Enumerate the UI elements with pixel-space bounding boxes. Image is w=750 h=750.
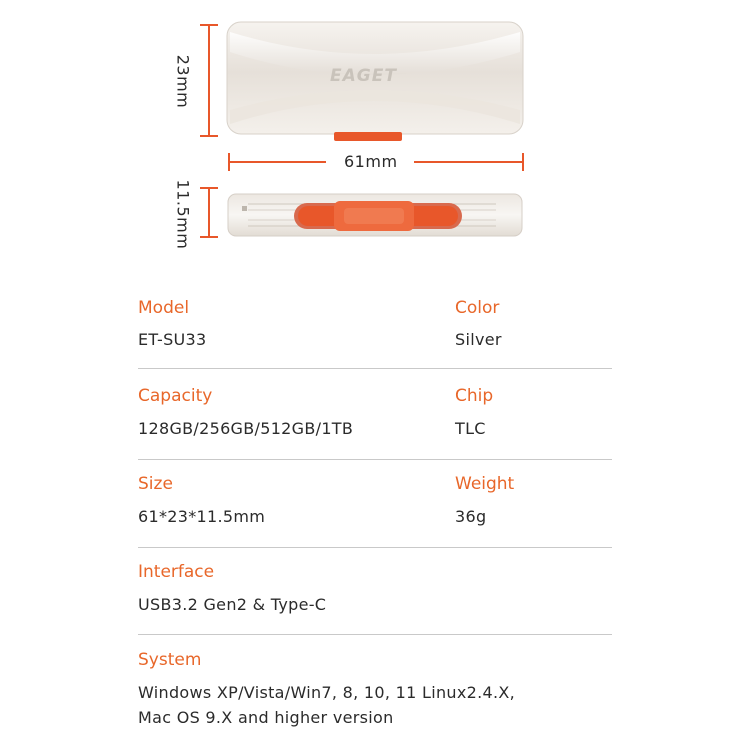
dimension-cap [522,153,524,171]
color-value: Silver [455,330,502,349]
interface-value: USB3.2 Gen2 & Type-C [138,595,327,614]
system-label: System [138,650,202,670]
size-label: Size [138,474,173,494]
weight-label: Weight [455,474,515,494]
drive-side-view [226,190,526,240]
dimension-line [228,161,326,163]
capacity-value: 128GB/256GB/512GB/1TB [138,419,354,438]
divider [138,547,612,548]
size-value: 61*23*11.5mm [138,507,266,526]
model-value: ET-SU33 [138,330,207,349]
weight-value: 36g [455,507,487,526]
dimension-line [208,24,210,136]
model-label: Model [138,298,190,318]
thickness-label: 11.5mm [173,179,193,250]
divider [138,459,612,460]
interface-label: Interface [138,562,215,582]
chip-label: Chip [455,386,494,406]
dimension-cap [200,236,218,238]
brand-logo: EAGET [330,66,397,86]
width-label: 61mm [344,152,398,171]
system-value-line2: Mac OS 9.X and higher version [138,708,394,727]
height-label: 23mm [173,54,193,109]
dimension-cap [200,135,218,137]
system-value-line1: Windows XP/Vista/Win7, 8, 10, 11 Linux2.4.X, [138,683,515,702]
color-label: Color [455,298,500,318]
dimension-line [208,187,210,237]
capacity-label: Capacity [138,386,213,406]
divider [138,634,612,635]
divider [138,368,612,369]
chip-value: TLC [455,419,486,438]
dimension-line [414,161,524,163]
